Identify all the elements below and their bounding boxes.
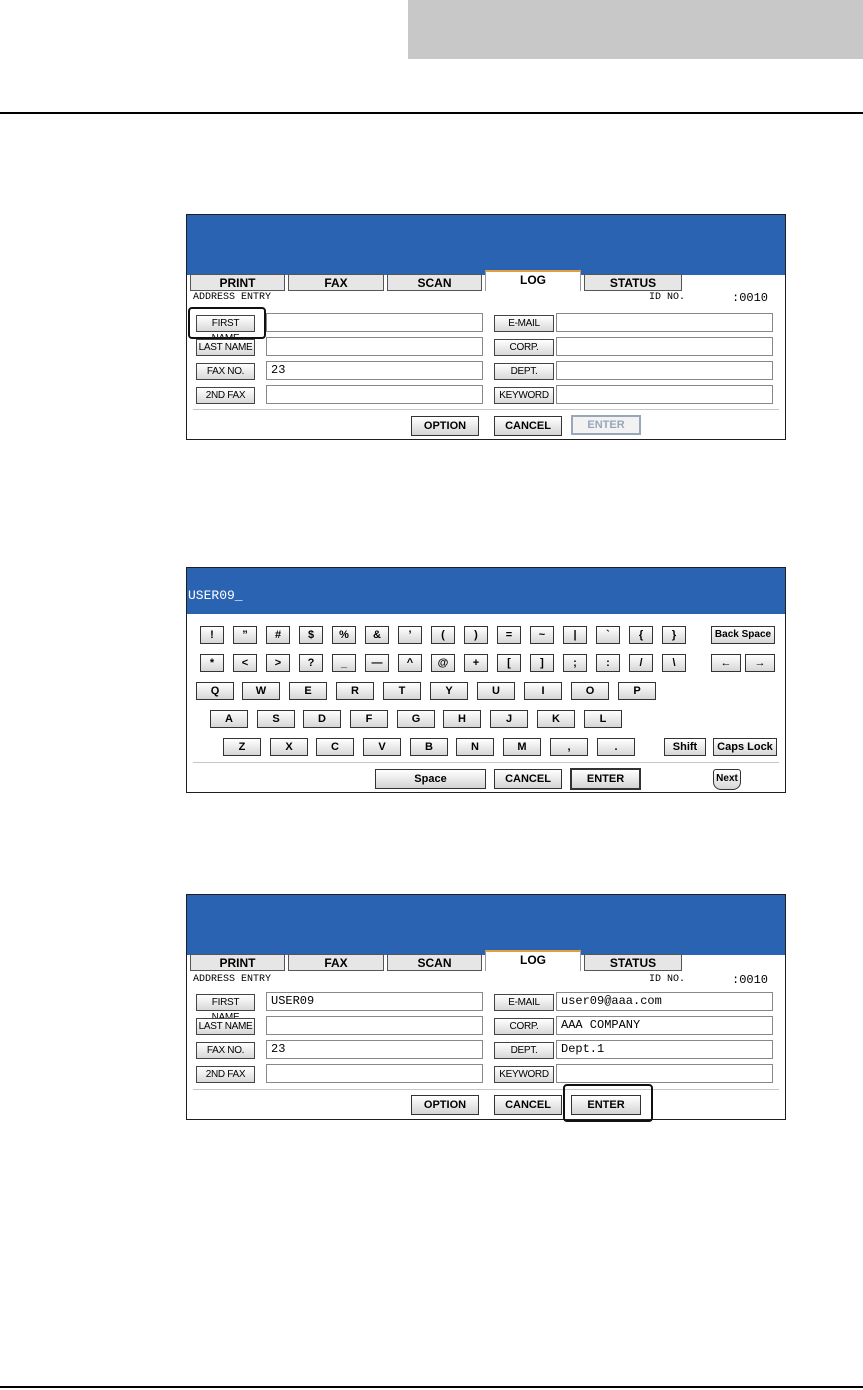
key-o[interactable]: O: [571, 682, 609, 700]
key-f[interactable]: F: [350, 710, 388, 728]
key-ampersand[interactable]: &: [365, 626, 389, 644]
key-pipe[interactable]: |: [563, 626, 587, 644]
cancel-button[interactable]: CANCEL: [494, 416, 562, 436]
key-g[interactable]: G: [397, 710, 435, 728]
key-n[interactable]: N: [456, 738, 494, 756]
first-name-highlight: [188, 307, 266, 339]
key-b[interactable]: B: [410, 738, 448, 756]
key-c[interactable]: C: [316, 738, 354, 756]
key-right-brace[interactable]: }: [662, 626, 686, 644]
space-key[interactable]: Space: [375, 769, 486, 789]
key-question[interactable]: ?: [299, 654, 323, 672]
email-field[interactable]: user09@aaa.com: [556, 992, 773, 1011]
keyboard-input-text[interactable]: USER09_: [188, 588, 243, 603]
dept-button[interactable]: DEPT.: [494, 363, 554, 380]
key-r[interactable]: R: [336, 682, 374, 700]
arrow-left-key[interactable]: [711, 654, 741, 672]
corp-button[interactable]: CORP.: [494, 1018, 554, 1035]
tab-scan[interactable]: SCAN: [387, 274, 482, 291]
key-right-double-quote[interactable]: ”: [233, 626, 257, 644]
panel-header-bar: [187, 215, 785, 275]
last-name-field[interactable]: [266, 1016, 483, 1035]
arrow-right-key[interactable]: [745, 654, 775, 672]
header-gray-band: [408, 0, 863, 59]
enter-highlight: [563, 1084, 653, 1122]
key-w[interactable]: W: [242, 682, 280, 700]
tab-log[interactable]: LOG: [485, 270, 581, 292]
key-a[interactable]: A: [210, 710, 248, 728]
key-asterisk[interactable]: *: [200, 654, 224, 672]
key-less-than[interactable]: <: [233, 654, 257, 672]
keyboard-panel: [186, 567, 786, 793]
key-caret[interactable]: ^: [398, 654, 422, 672]
id-no-value: :0010: [732, 291, 769, 305]
tab-print[interactable]: PRINT: [190, 954, 285, 971]
key-semicolon[interactable]: ;: [563, 654, 587, 672]
tab-status[interactable]: STATUS: [584, 954, 682, 971]
first-name-button[interactable]: FIRST: [196, 315, 255, 332]
tab-print[interactable]: PRINT: [190, 274, 285, 291]
corp-field[interactable]: AAA COMPANY: [556, 1016, 773, 1035]
key-apostrophe[interactable]: ’: [398, 626, 422, 644]
second-fax-field[interactable]: [266, 385, 483, 404]
key-plus[interactable]: +: [464, 654, 488, 672]
key-h[interactable]: H: [443, 710, 481, 728]
key-right-paren[interactable]: ): [464, 626, 488, 644]
last-name-button[interactable]: LAST NAME: [196, 1018, 255, 1035]
key-u[interactable]: U: [477, 682, 515, 700]
key-l[interactable]: L: [584, 710, 622, 728]
email-field[interactable]: [556, 313, 773, 332]
keyboard-divider: [193, 762, 779, 763]
key-comma[interactable]: ,: [550, 738, 588, 756]
key-i[interactable]: I: [524, 682, 562, 700]
option-button[interactable]: OPTION: [411, 416, 479, 436]
key-dash[interactable]: —: [365, 654, 389, 672]
fax-no-button[interactable]: FAX NO.: [196, 363, 255, 380]
key-colon[interactable]: :: [596, 654, 620, 672]
key-dollar[interactable]: $: [299, 626, 323, 644]
panel-content: [187, 971, 785, 1119]
divider: [193, 409, 779, 410]
backspace-key[interactable]: Back Space: [711, 626, 775, 644]
fax-no-field[interactable]: 23: [266, 1040, 483, 1059]
key-s[interactable]: S: [257, 710, 295, 728]
key-backslash[interactable]: \: [662, 654, 686, 672]
key-e[interactable]: E: [289, 682, 327, 700]
next-button[interactable]: Next: [713, 769, 741, 790]
key-v[interactable]: V: [363, 738, 401, 756]
key-exclamation[interactable]: !: [200, 626, 224, 644]
key-p[interactable]: P: [618, 682, 656, 700]
key-left-paren[interactable]: (: [431, 626, 455, 644]
last-name-field[interactable]: [266, 337, 483, 356]
address-entry-heading: ADDRESS ENTRY: [193, 974, 272, 985]
keyboard-cancel-button[interactable]: CANCEL: [494, 769, 562, 789]
key-hash[interactable]: #: [266, 626, 290, 644]
key-x[interactable]: X: [270, 738, 308, 756]
first-name-button[interactable]: FIRST: [196, 994, 255, 1011]
key-period[interactable]: .: [597, 738, 635, 756]
key-slash[interactable]: /: [629, 654, 653, 672]
key-left-brace[interactable]: {: [629, 626, 653, 644]
option-button[interactable]: OPTION: [411, 1095, 479, 1115]
key-j[interactable]: J: [490, 710, 528, 728]
keyboard-enter-button[interactable]: ENTER: [570, 768, 641, 790]
divider: [193, 1089, 779, 1090]
panel-content: [187, 291, 785, 439]
tab-log[interactable]: LOG: [485, 950, 581, 972]
second-fax-button[interactable]: 2ND FAX: [196, 387, 255, 404]
enter-button[interactable]: ENTER: [571, 415, 641, 435]
panel-header-bar: [187, 895, 785, 955]
key-t[interactable]: T: [383, 682, 421, 700]
bottom-rule: [0, 1386, 863, 1388]
dept-field[interactable]: [556, 361, 773, 380]
first-name-field[interactable]: USER09: [266, 992, 483, 1011]
dept-field[interactable]: Dept.1: [556, 1040, 773, 1059]
top-rule: [0, 112, 863, 114]
key-right-bracket[interactable]: ]: [530, 654, 554, 672]
fax-no-button[interactable]: FAX NO.: [196, 1042, 255, 1059]
tab-fax[interactable]: FAX: [288, 274, 384, 291]
key-k[interactable]: K: [537, 710, 575, 728]
second-fax-button[interactable]: 2ND FAX: [196, 1066, 255, 1083]
email-button[interactable]: E-MAIL: [494, 315, 554, 332]
keyword-field[interactable]: [556, 1064, 773, 1083]
last-name-button[interactable]: LAST NAME: [196, 339, 255, 356]
tab-status[interactable]: STATUS: [584, 274, 682, 291]
address-entry-heading: ADDRESS ENTRY: [193, 292, 272, 303]
keyword-button[interactable]: KEYWORD: [494, 387, 554, 404]
key-underscore[interactable]: _: [332, 654, 356, 672]
id-no-value: :0010: [732, 973, 769, 987]
keyword-button[interactable]: KEYWORD: [494, 1066, 554, 1083]
key-left-bracket[interactable]: [: [497, 654, 521, 672]
key-d[interactable]: D: [303, 710, 341, 728]
key-z[interactable]: Z: [223, 738, 261, 756]
id-no-label: ID NO.: [649, 974, 686, 985]
caps-lock-key[interactable]: Caps Lock: [713, 738, 777, 756]
key-percent[interactable]: %: [332, 626, 356, 644]
keyboard-input-bar: [187, 568, 785, 614]
tab-fax[interactable]: FAX: [288, 954, 384, 971]
tab-scan[interactable]: SCAN: [387, 954, 482, 971]
key-backtick[interactable]: `: [596, 626, 620, 644]
key-y[interactable]: Y: [430, 682, 468, 700]
shift-key[interactable]: Shift: [664, 738, 706, 756]
address-entry-panel-filled: [186, 894, 786, 1120]
dept-button[interactable]: DEPT.: [494, 1042, 554, 1059]
key-tilde[interactable]: ~: [530, 626, 554, 644]
first-name-field[interactable]: [266, 313, 483, 332]
second-fax-field[interactable]: [266, 1064, 483, 1083]
key-at[interactable]: @: [431, 654, 455, 672]
keyword-field[interactable]: [556, 385, 773, 404]
cancel-button[interactable]: CANCEL: [494, 1095, 562, 1115]
arrow-right-icon: →: [754, 657, 766, 669]
corp-field[interactable]: [556, 337, 773, 356]
key-m[interactable]: M: [503, 738, 541, 756]
address-entry-panel-initial: [186, 214, 786, 440]
enter-button[interactable]: ENTER: [571, 1095, 641, 1115]
arrow-left-icon: ←: [720, 657, 732, 669]
id-no-label: ID NO.: [649, 292, 686, 303]
key-equals[interactable]: =: [497, 626, 521, 644]
key-greater-than[interactable]: >: [266, 654, 290, 672]
email-button[interactable]: E-MAIL: [494, 994, 554, 1011]
key-q[interactable]: Q: [196, 682, 234, 700]
fax-no-field[interactable]: 23: [266, 361, 483, 380]
corp-button[interactable]: CORP.: [494, 339, 554, 356]
